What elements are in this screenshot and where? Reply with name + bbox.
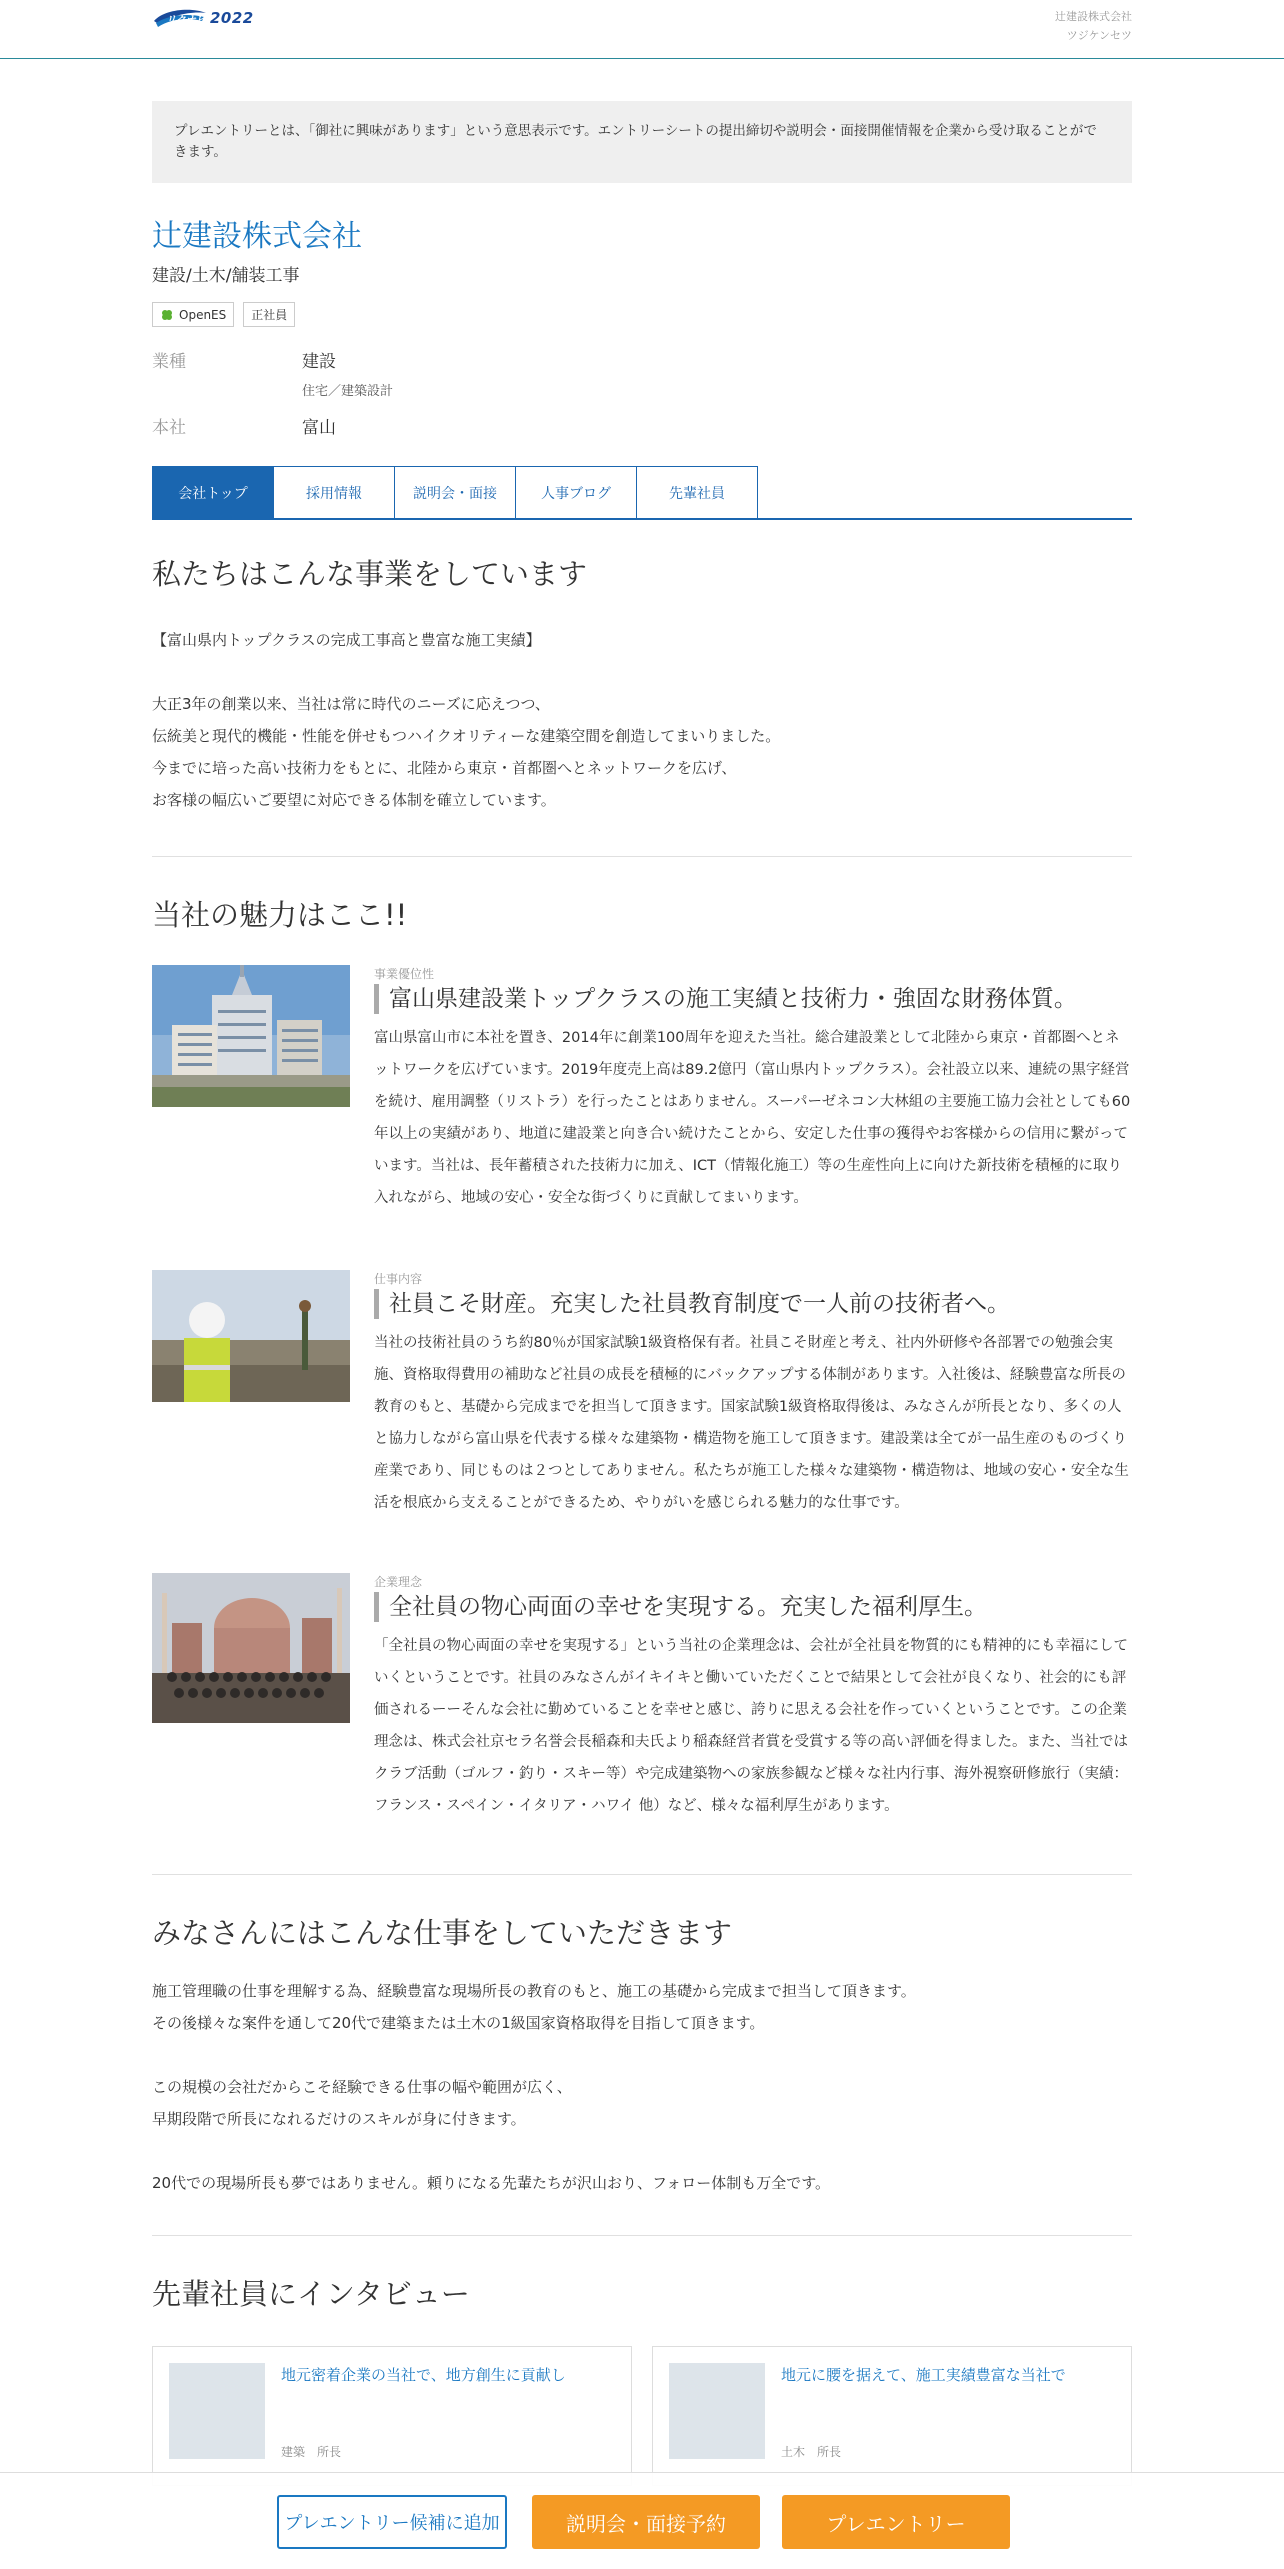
feature-photo-building (152, 965, 350, 1214)
appeal-section (152, 895, 1132, 1875)
divider (152, 1874, 1132, 1875)
company-info (152, 347, 1132, 438)
hq-value: 富山 (302, 418, 336, 438)
business-line (152, 656, 1132, 688)
industry-sub: 住宅／建築設計 (302, 384, 394, 399)
industry-main: 建設 (302, 352, 336, 372)
company-tabs (152, 466, 1132, 520)
header-company-name: 辻建設株式会社 (1055, 10, 1132, 23)
info-row-industry (152, 347, 1132, 399)
business-line: 【富山県内トップクラスの完成工事高と豊富な施工実績】 (152, 631, 541, 649)
feature-body (374, 1573, 1132, 1822)
work-section (152, 1913, 1132, 2236)
tab-senior-staff[interactable]: 先輩社員 (636, 466, 758, 518)
company-industry-line: 建設/土木/舗装工事 (152, 266, 300, 286)
interview-card-meta: 建築 所長 (281, 2445, 342, 2459)
feature-text: 当社の技術社員のうち約80％が国家試験1級資格保有者。社員こそ財産と考え、社内外研修や各部署での勉強会実施、資格取得費用の補助など社員の成長を積極的にバックアップする体制があります。入社後は、経験豊富な所長の教育のもと、基礎から完成までを担当して頂きます。国家試験1級資格取得後は、みなさんが所長となり、多くの人と協力しながら富山県を代表する様々な建築物・構造物を施工して頂きます。建設業は全てが一品生産のものづくり産業であり、同じものは２つとしてありません。私たちが施工した様々な建築物・構造物は、地域の安心・安全な生活を根底から支えることができるため、やりがいを感じられる魅力的な仕事です。 (374, 1335, 1129, 1511)
pre-entry-button[interactable]: プレエントリー (782, 2495, 1010, 2549)
feature-category: 事業優位性 (374, 967, 435, 981)
tab-recruit-info[interactable]: 採用情報 (273, 466, 395, 518)
svg-text:リクナビ: リクナビ (166, 15, 206, 26)
work-text (152, 1975, 1132, 2199)
action-bar (0, 2472, 1284, 2569)
feature-title: 富山県建設業トップクラスの施工実績と技術力・強固な財務体質。 (374, 984, 1132, 1014)
feature-item (152, 1573, 1132, 1822)
business-line: 伝統美と現代的機能・性能を併せもつハイクオリティーな建築空間を創造してまいりました。 (152, 727, 781, 745)
site-header (0, 0, 1284, 59)
work-heading: みなさんにはこんな仕事をしていただきます (152, 1916, 733, 1950)
hq-label: 本社 (152, 418, 186, 438)
work-line: 施工管理職の仕事を理解する為、経験豊富な現場所長の教育のもと、施工の基礎から完成まで担当して頂きます。 (152, 1982, 916, 2000)
feature-title: 社員こそ財産。充実した社員教育制度で一人前の技術者へ。 (374, 1289, 1132, 1319)
avatar (169, 2363, 265, 2459)
feature-text: 「全社員の物心両面の幸せを実現する」という当社の企業理念は、会社が全社員を物質的にも精神的にも幸福にしていくということです。社員のみなさんがイキイキと働いていただくことで結果として会社が良くなり、社会的にも評価されるーーそんな会社に勤めていることを幸せと感じ、誇りに思える会社を作っていくということです。この企業理念は、株式会社京セラ名誉会長稲森和夫氏より稲森経営者賞を受賞する等の高い評価を得ました。また、当社ではクラブ活動（ゴルフ・釣り・スキー等）や完成建築物への家族参観など様々な社内行事、海外視察研修旅行（実績：フランス・スペイン・イタリア・ハワイ 他）など、様々な福利厚生があります。 (374, 1638, 1128, 1814)
business-line: お客様の幅広いご要望に対応できる体制を確立しています。 (152, 791, 556, 809)
work-line (152, 2135, 1132, 2167)
tab-company-top[interactable]: 会社トップ (152, 466, 274, 518)
feature-body (374, 965, 1132, 1214)
tag-fulltime-label: 正社員 (251, 308, 288, 322)
work-line: この規模の会社だからこそ経験できる仕事の幅や範囲が広く、 (152, 2078, 572, 2096)
interview-card-title[interactable]: 地元密着企業の当社で、地方創生に貢献し (281, 2366, 566, 2384)
logo-swoosh-icon (152, 7, 208, 29)
feature-title: 全社員の物心両面の幸せを実現する。充実した福利厚生。 (374, 1592, 1132, 1622)
interview-card-meta: 土木 所長 (781, 2445, 842, 2459)
feature-photo-surveyor (152, 1270, 350, 1519)
clover-icon (160, 308, 174, 322)
rikunabi-logo[interactable] (152, 6, 254, 30)
main-content (152, 101, 1132, 2486)
feature-item (152, 1270, 1132, 1519)
interview-card[interactable] (652, 2346, 1132, 2486)
info-row-hq (152, 413, 1132, 438)
feature-item (152, 965, 1132, 1214)
business-section (152, 554, 1132, 857)
logo-year: 2022 (210, 9, 254, 27)
header-company-kana: ツジケンセツ (1066, 29, 1132, 42)
avatar (669, 2363, 765, 2459)
tag-openes-label: OpenES (179, 307, 227, 322)
feature-body (374, 1270, 1132, 1519)
interview-cards (152, 2346, 1132, 2486)
feature-photo-group (152, 1573, 350, 1822)
business-line: 大正3年の創業以来、当社は常に時代のニーズに応えつつ、 (152, 695, 550, 713)
work-line: 早期段階で所長になれるだけのスキルが身に付きます。 (152, 2110, 526, 2128)
work-line: その後様々な案件を通して20代で建築または土木の1級国家資格取得を目指して頂きます。 (152, 2014, 765, 2032)
reserve-seminar-button[interactable]: 説明会・面接予約 (532, 2495, 760, 2549)
company-tags (152, 302, 1132, 327)
feature-category: 企業理念 (374, 1575, 423, 1589)
industry-value (302, 347, 393, 399)
divider (152, 2235, 1132, 2236)
company-name: 辻建設株式会社 (152, 219, 362, 254)
tab-seminar[interactable]: 説明会・面接 (394, 466, 516, 518)
work-line: 20代での現場所長も夢ではありません。頼りになる先輩たちが沢山おり、フォロー体制も万全です。 (152, 2174, 831, 2192)
tab-hr-blog[interactable]: 人事ブログ (515, 466, 637, 518)
pre-entry-notice: プレエントリーとは、「御社に興味があります」という意思表示です。エントリーシートの提出締切や説明会・面接開催情報を企業から受け取ることができます。 (152, 101, 1132, 183)
interview-section (152, 2274, 1132, 2486)
business-text (152, 624, 1132, 816)
interview-card[interactable] (152, 2346, 632, 2486)
add-candidate-button[interactable]: プレエントリー候補に追加 (277, 2495, 507, 2549)
divider (152, 856, 1132, 857)
interview-card-title[interactable]: 地元に腰を据えて、施工実績豊富な当社で (781, 2366, 1066, 2384)
feature-category: 仕事内容 (374, 1272, 423, 1286)
feature-text: 富山県富山市に本社を置き、2014年に創業100周年を迎えた当社。総合建設業として北陸から東京・首都圏へとネットワークを広げています。2019年度売上高は89.2億円（富山県内トップクラス）。会社設立以来、連続の黒字経営を続け、雇用調整（リストラ）を行ったことはありません。スーパーゼネコン大林組の主要施工協力会社としても60年以上の実績があり、地道に建設業と向き合い続けたことから、安定した仕事の獲得やお客様からの信用に繋がっています。当社は、長年蓄積された技術力に加え、ICT（情報化施工）等の生産性向上に向けた新技術を積極的に取り入れながら、地域の安心・安全な街づくりに貢献してまいります。 (374, 1030, 1131, 1206)
interview-heading: 先輩社員にインタビュー (152, 2277, 470, 2311)
business-line: 今までに培った高い技術力をもとに、北陸から東京・首都圏へとネットワークを広げ、 (152, 759, 737, 777)
appeal-heading: 当社の魅力はここ!! (152, 898, 408, 932)
work-line (152, 2039, 1132, 2071)
industry-label: 業種 (152, 352, 186, 372)
header-company (1055, 7, 1132, 45)
tag-fulltime (243, 302, 295, 327)
business-heading: 私たちはこんな事業をしています (152, 557, 588, 591)
tag-openes (152, 302, 234, 327)
